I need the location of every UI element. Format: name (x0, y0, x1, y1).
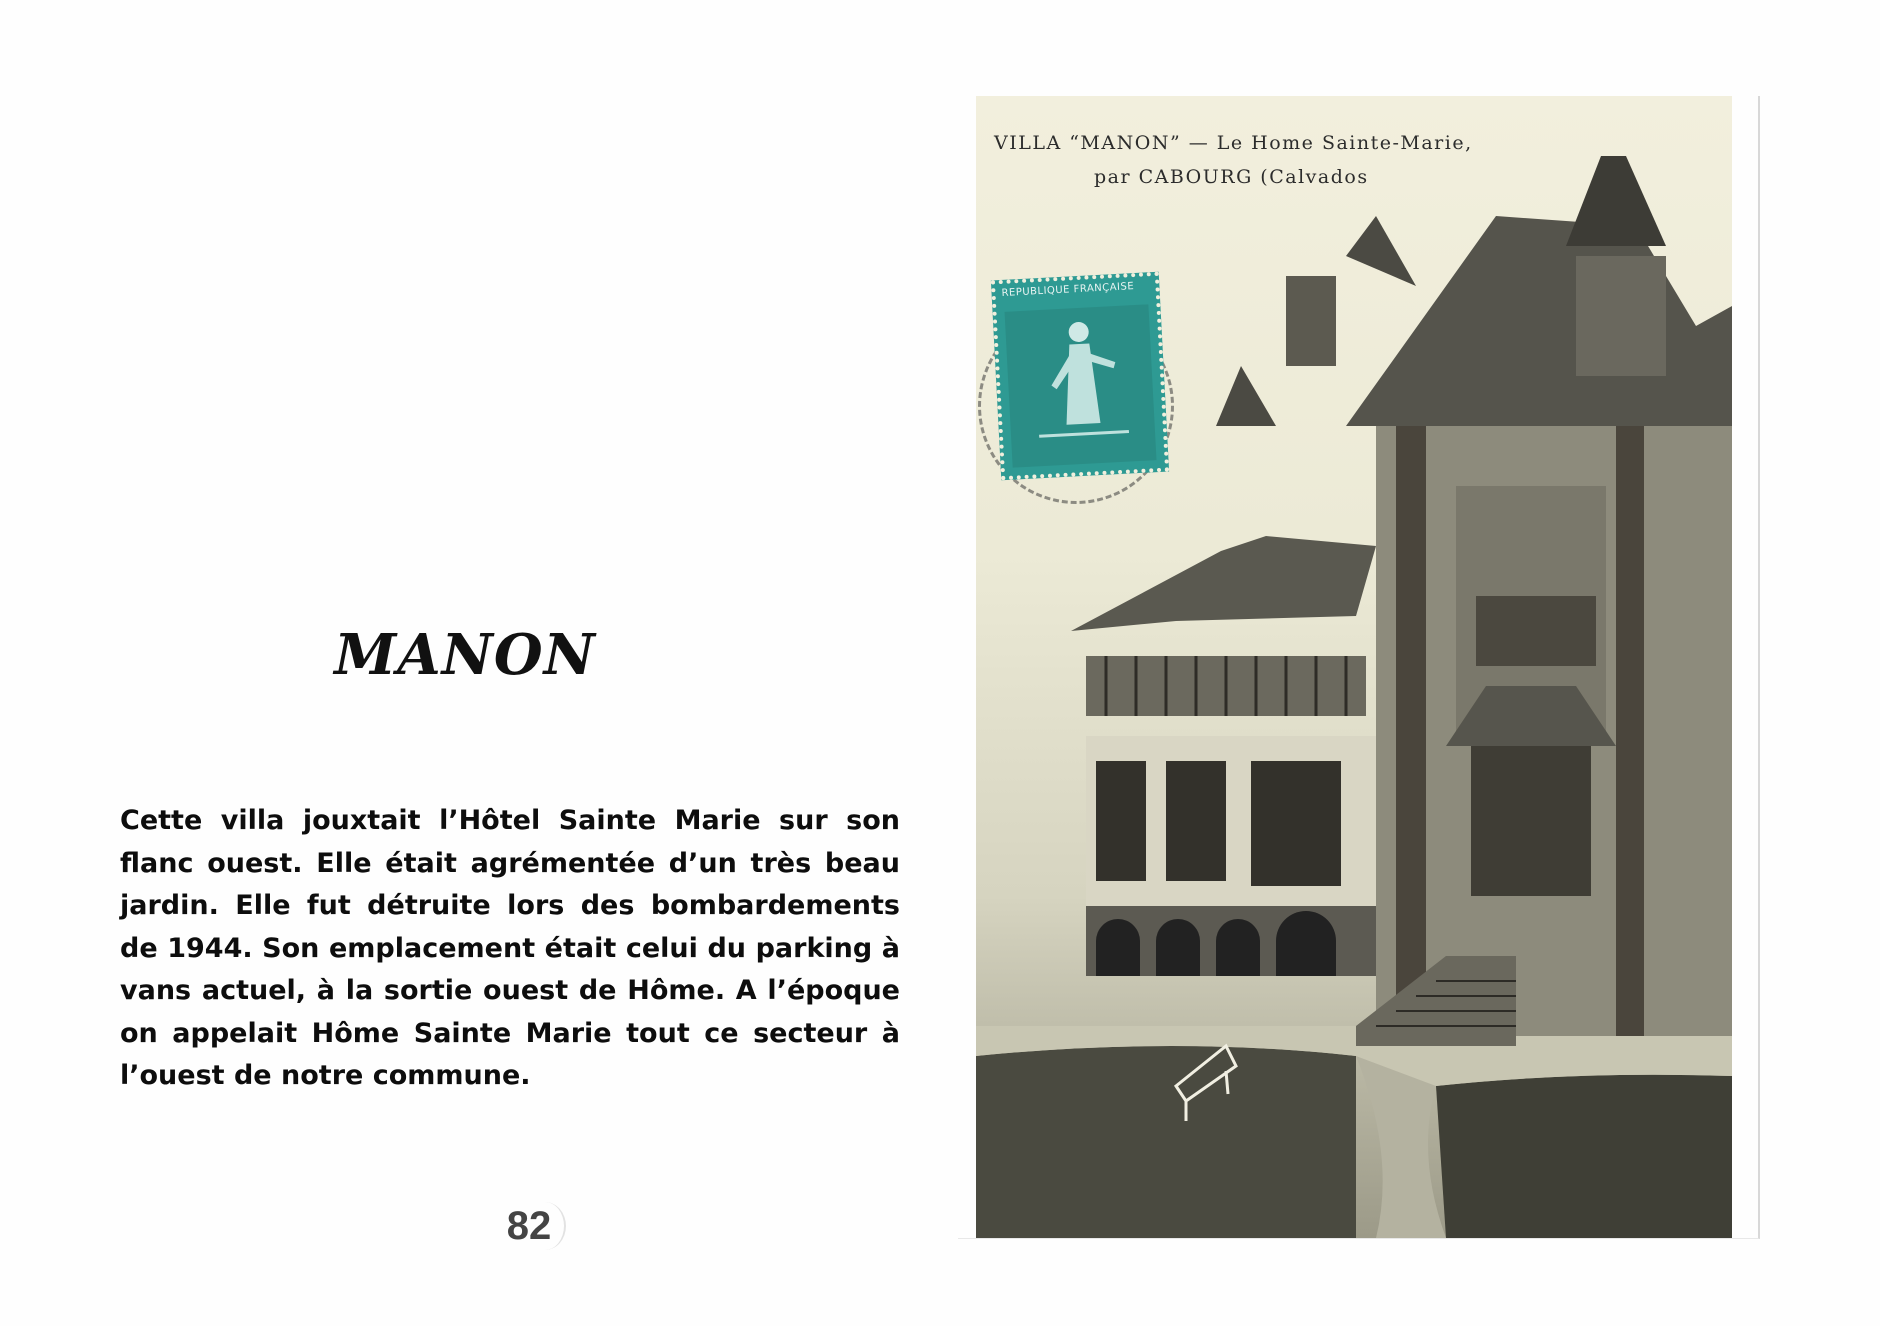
page-number: 82 (488, 1196, 570, 1256)
villa-illustration (976, 96, 1732, 1238)
postcard-image (976, 96, 1732, 1238)
postcard-caption-line1: VILLA “MANON” — Le Home Sainte-Marie, (994, 132, 1473, 154)
page-title: MANON (334, 622, 596, 688)
postcard-caption-line2: par CABOURG (Calvados (1094, 166, 1369, 188)
description-paragraph: Cette villa jouxtait l’Hôtel Sainte Marie sur son flanc ouest. Elle était agrémentée d’un très beau jardin. Elle fut détruite lors des bombardements de 1944. Son emplacement était celui du parking à vans actuel, à la sortie ouest de Hôme. A l’époque on appelait Hôme Sainte Marie tout ce secteur à l’ouest de notre commune. (120, 805, 900, 1091)
stamp-text: REPUBLIQUE FRANÇAISE (1001, 281, 1135, 299)
postage-stamp (991, 272, 1169, 481)
sower-figure-icon (1033, 312, 1130, 457)
stamp-inner (1005, 304, 1157, 467)
